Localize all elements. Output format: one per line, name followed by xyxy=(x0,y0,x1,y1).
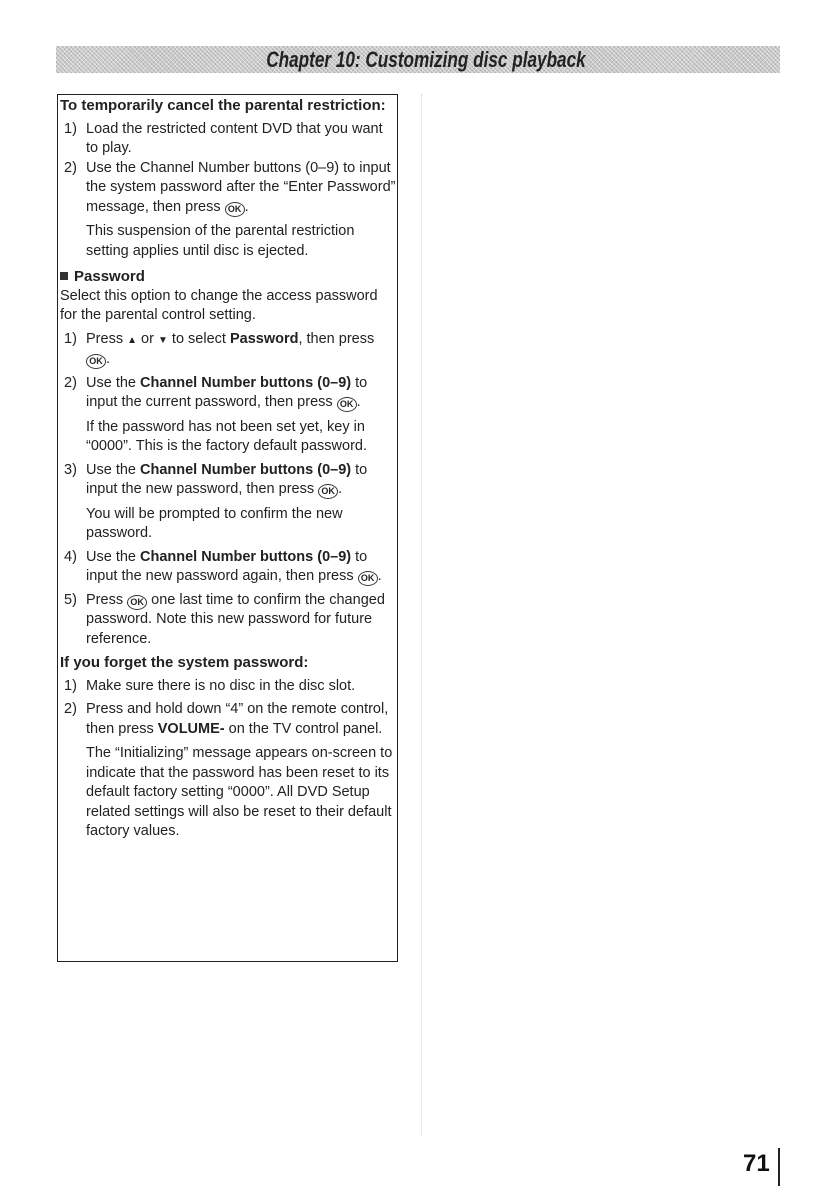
password-intro: Select this option to change the access password for the parental control setting. xyxy=(60,287,378,323)
ok-button-icon: OK xyxy=(225,202,245,217)
password-step-1: 1) Press ▲ or ▼ to select Password, then press OK . xyxy=(64,330,375,367)
forget-step-1: 1) Make sure there is no disc in the disc slot. xyxy=(64,677,356,694)
password-step-3: 3) Use the Channel Number buttons (0–9) to input the new password, then press OK . xyxy=(64,461,368,497)
main-content xyxy=(60,96,396,842)
column-separator xyxy=(421,94,422,1136)
password-step-5: 5) Press OK one last time to confirm the changed password. Note this new password for future reference. xyxy=(64,591,385,647)
ok-button-icon: OK xyxy=(337,397,357,412)
page-number: 71 xyxy=(743,1150,770,1177)
cancel-step-1: 1) Load the restricted content DVD that you want to play. xyxy=(64,120,383,156)
cancel-heading: To temporarily cancel the parental restriction: xyxy=(60,97,386,114)
ok-button-icon: OK xyxy=(318,484,338,499)
password-step-2: 2) Use the Channel Number buttons (0–9) to input the current password, then press OK . xyxy=(64,374,368,410)
chapter-title: Chapter 10: Customizing disc playback xyxy=(266,47,586,72)
cancel-note: This suspension of the parental restriction setting applies until disc is ejected. xyxy=(86,223,355,259)
password-step-2-note: If the password has not been set yet, key in “0000”. This is the factory default password. xyxy=(86,418,368,454)
cancel-step-2: 2) Use the Channel Number buttons (0–9) to input the system password after the “Enter Password” message, then press OK . xyxy=(64,159,396,215)
password-step-4: 4) Use the Channel Number buttons (0–9) to input the new password again, then press OK . xyxy=(64,548,382,584)
ok-button-icon: OK xyxy=(86,354,106,369)
up-arrow-icon: ▲ xyxy=(127,334,138,346)
ok-button-icon: OK xyxy=(358,571,378,586)
down-arrow-icon: ▼ xyxy=(157,334,168,346)
chapter-banner xyxy=(56,46,780,73)
square-bullet-icon xyxy=(60,272,68,280)
ok-button-icon: OK xyxy=(127,595,147,610)
password-heading: Password xyxy=(60,267,396,287)
page-number-bar xyxy=(778,1148,780,1186)
password-step-3-note: You will be prompted to confirm the new password. xyxy=(86,505,343,541)
forget-step-2: 2) Press and hold down “4” on the remote control, then press VOLUME- on the TV control panel. xyxy=(64,701,389,737)
forget-note: The “Initializing” message appears on-screen to indicate that the password has been reset to its default factory setting “0000”. All DVD Setup related settings will also be reset to their default factory values. xyxy=(86,745,393,839)
forget-heading: If you forget the system password: xyxy=(60,654,309,671)
